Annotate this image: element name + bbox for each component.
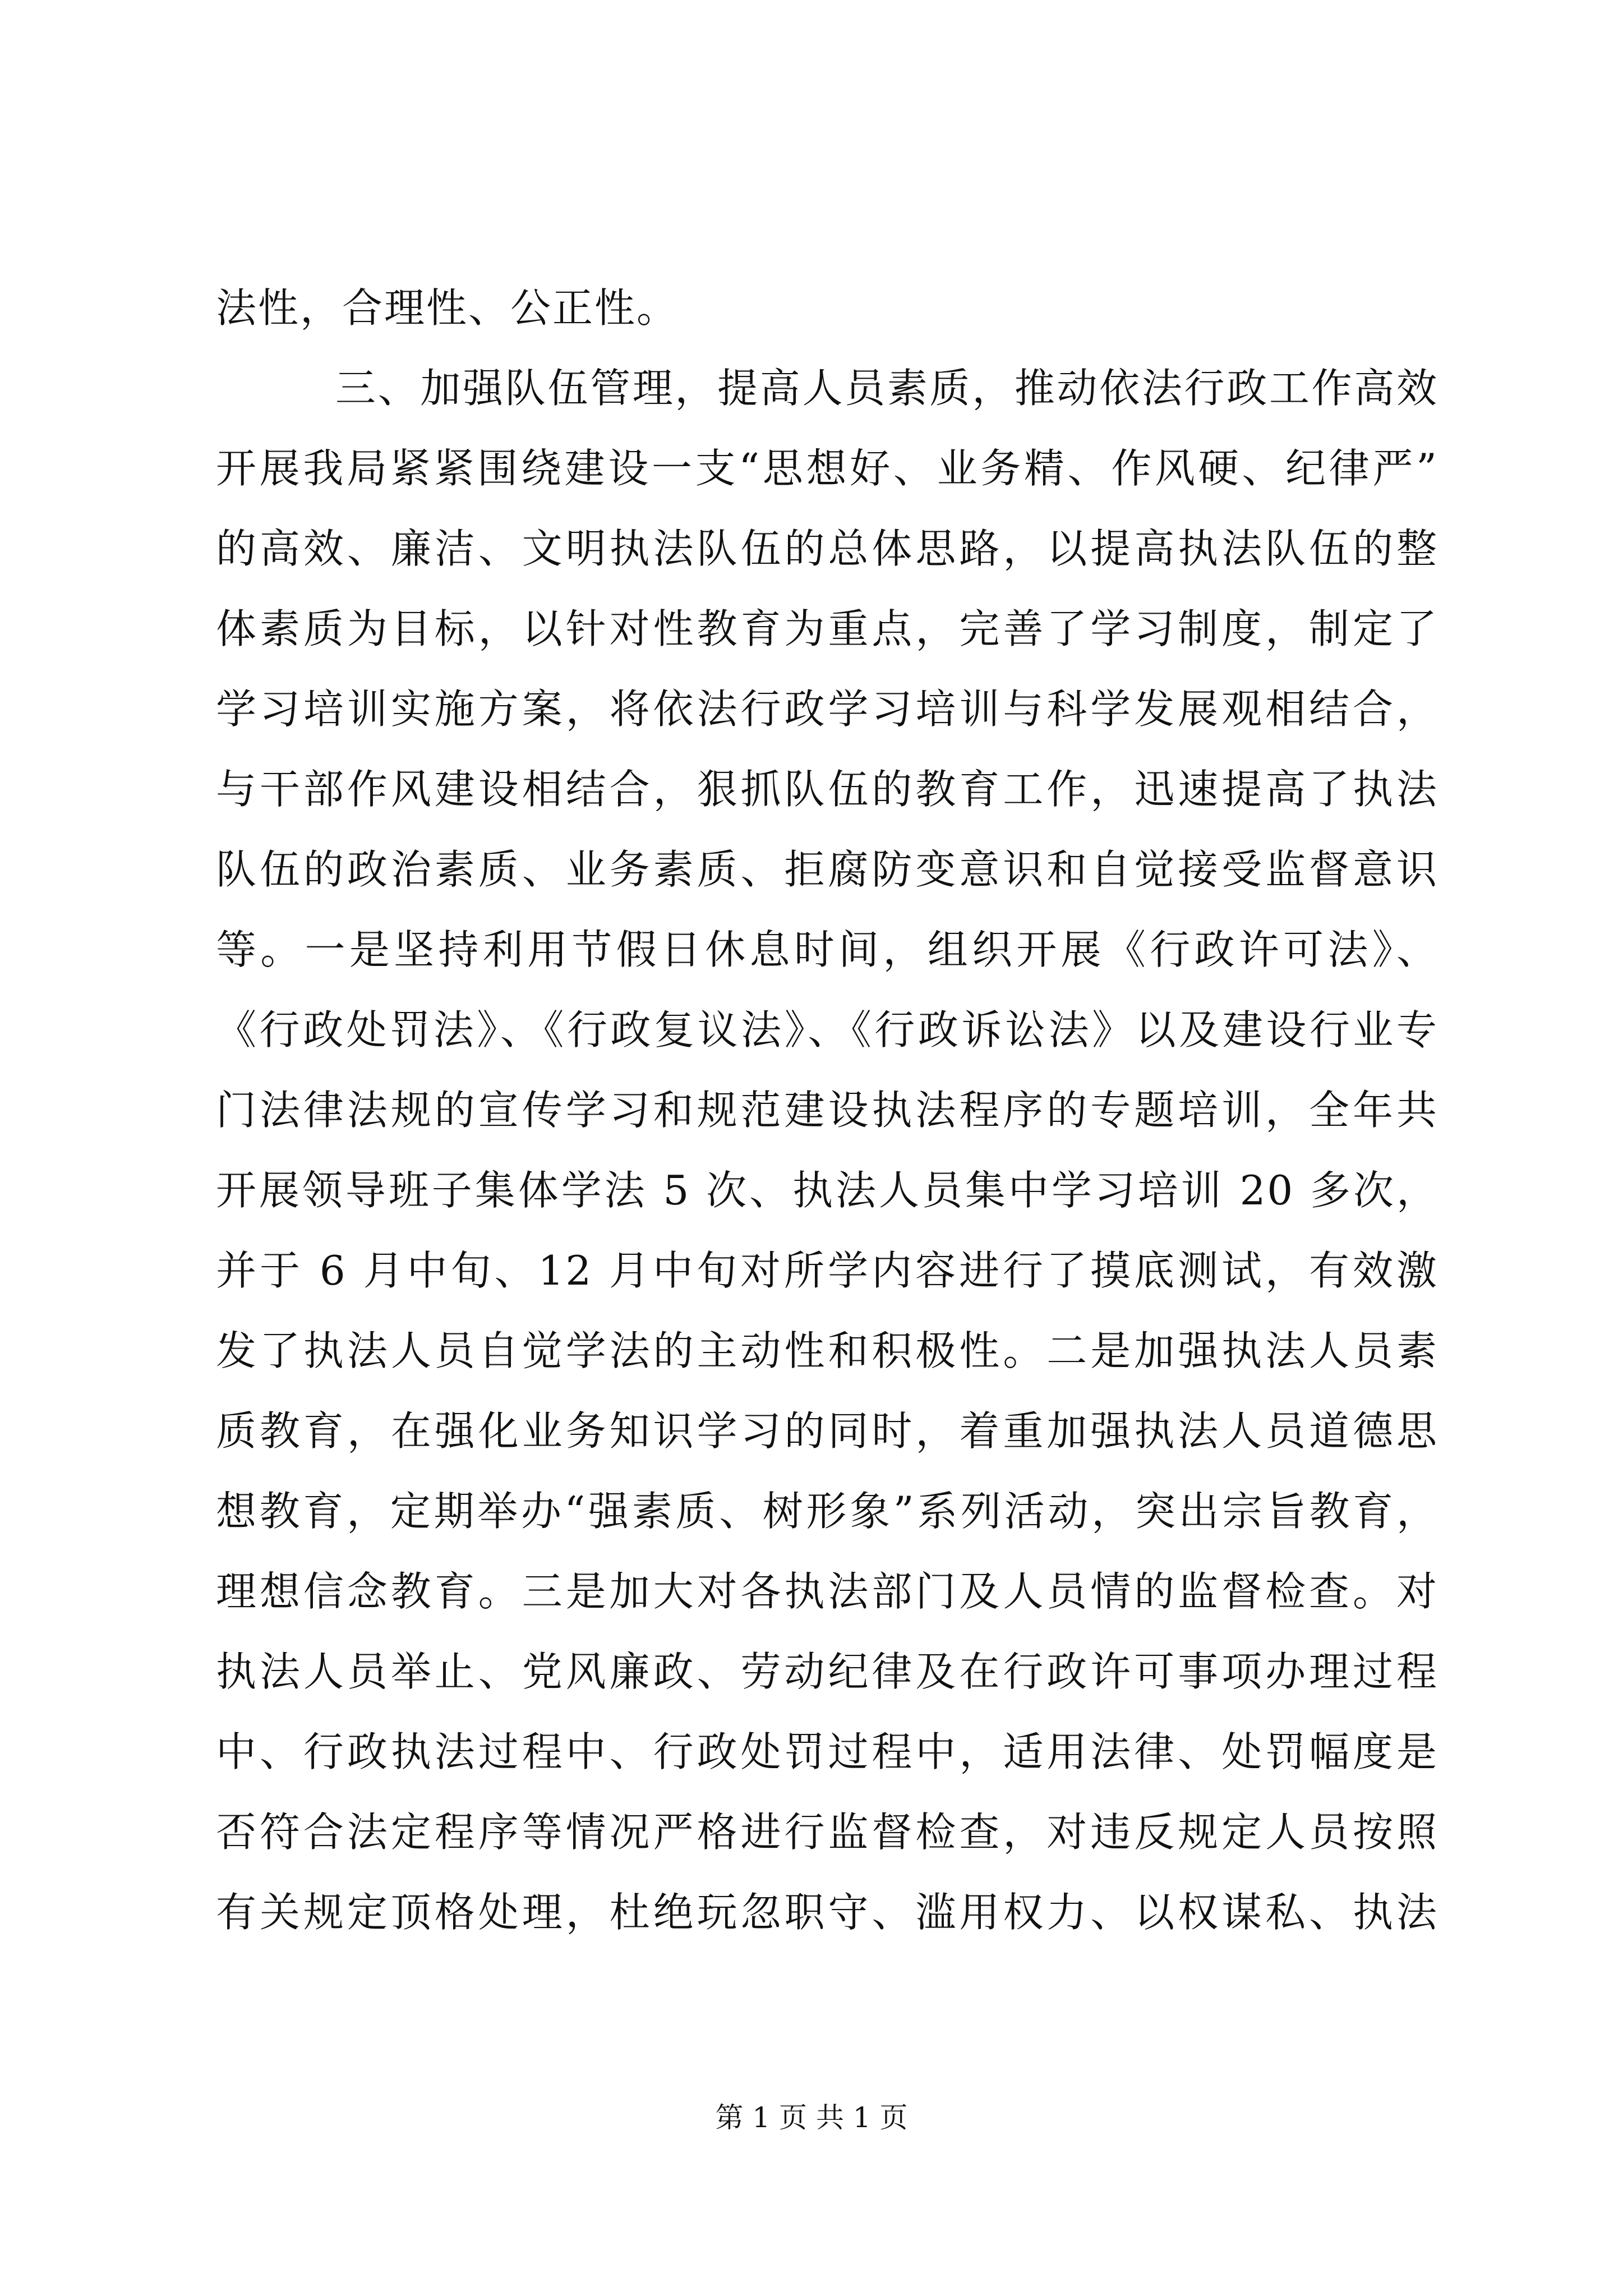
text-line: 与干部作风建设相结合，狠抓队伍的教育工作，迅速提高了执法 xyxy=(216,766,1438,813)
section-heading-line: 三、加强队伍管理，提高人员素质，推动依法行政工作高效 xyxy=(335,365,1438,412)
text-line: 发了执法人员自觉学法的主动性和积极性。二是加强执法人员素 xyxy=(216,1327,1438,1374)
text-line: 的高效、廉洁、文明执法队伍的总体思路，以提高执法队伍的整 xyxy=(216,525,1438,572)
text-line: 法性，合理性、公正性。 xyxy=(216,284,679,332)
text-line: 等。一是坚持利用节假日休息时间，组织开展《行政许可法》、 xyxy=(216,926,1438,973)
text-line: 开展我局紧紧围绕建设一支“思想好、业务精、作风硬、纪律严” xyxy=(216,445,1438,492)
text-line: 中、行政执法过程中、行政处罚过程中，适用法律、处罚幅度是 xyxy=(216,1728,1438,1775)
text-line: 想教育，定期举办“强素质、树形象”系列活动，突出宗旨教育， xyxy=(216,1488,1438,1535)
text-line: 质教育，在强化业务知识学习的同时，着重加强执法人员道德思 xyxy=(216,1407,1438,1455)
text-line: 体素质为目标，以针对性教育为重点，完善了学习制度，制定了 xyxy=(216,605,1438,652)
text-line: 有关规定顶格处理，杜绝玩忽职守、滥用权力、以权谋私、执法 xyxy=(216,1889,1438,1936)
text-line: 《行政处罚法》、《行政复议法》、《行政诉讼法》以及建设行业专 xyxy=(216,1006,1438,1053)
page-number-label: 第 1 页 共 1 页 xyxy=(715,2101,908,2134)
text-line: 并于 6 月中旬、12 月中旬对所学内容进行了摸底测试，有效激 xyxy=(216,1247,1438,1294)
body-text xyxy=(216,268,1438,1953)
text-line: 开展领导班子集体学法 5 次、执法人员集中学习培训 20 多次， xyxy=(216,1167,1438,1214)
text-line: 理想信念教育。三是加大对各执法部门及人员情的监督检查。对 xyxy=(216,1568,1438,1615)
page-footer xyxy=(0,2098,1623,2137)
text-line: 否符合法定程序等情况严格进行监督检查，对违反规定人员按照 xyxy=(216,1809,1438,1856)
text-line: 执法人员举止、党风廉政、劳动纪律及在行政许可事项办理过程 xyxy=(216,1648,1438,1695)
text-line: 门法律法规的宣传学习和规范建设执法程序的专题培训，全年共 xyxy=(216,1087,1438,1134)
text-line: 队伍的政治素质、业务素质、拒腐防变意识和自觉接受监督意识 xyxy=(216,846,1438,893)
text-line: 学习培训实施方案，将依法行政学习培训与科学发展观相结合， xyxy=(216,685,1438,733)
